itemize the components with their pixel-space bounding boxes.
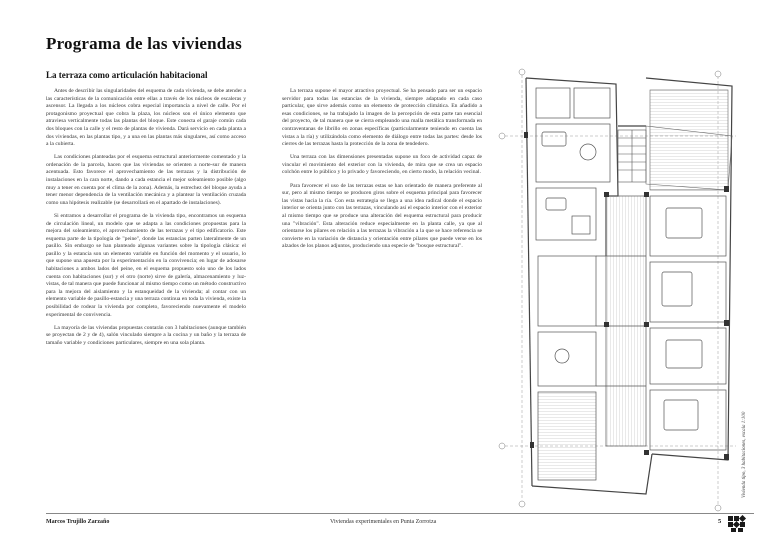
footer-author: Marcos Trujillo Zarzaño (46, 519, 110, 525)
footer-title: Viviendas experimentales en Punta Zorrotza (330, 519, 437, 525)
text-column-right (282, 88, 482, 256)
paragraph: Si entramos a desarrollar el programa de la vivienda tipo, encontramos un esquema de circulación lineal, un modelo que se adapta a las condiciones propuestas para la mejora del soleamiento, el aprovechamiento de las terrazas y el tipo edificatorio. Este esquema parte de la tipología de "peine", donde las estancias parten lateralmente de un pasillo. Sin embargo se han planteado algunas variantes sobre la tipología clásica: el pasillo y la estancia son un elemento variable en función del momento y el usuario, lo que supone una apuesta por la experimentación en la convivencia; en lugar de adosarse habitaciones a ambos lados del peine, en el esquema propuesto solo uno de los lados cuenta con habitaciones (sur) y el otro (norte) sirve de galería, almacenamiento y luz-vistas, de tal manera que puede funcionar al mismo tiempo como un método constructivo para la mejora del aislamiento y la estanqueidad de la vivienda; al contar con un elemento variable de pasillo-estancia y una terraza continua en toda la vivienda, existe la posibilidad de rodear la vivienda por completo, favoreciendo nuevamente el modelo experimental de convivencia. (46, 212, 246, 318)
paragraph: Una terraza con las dimensiones presentadas supone un foco de actividad capaz de vincular el movimiento del exterior con la vivienda, de mira que se crea un espacio colchón entre lo público y lo privado y favoreciendo, en cierto modo, la relación vecinal. (282, 154, 482, 176)
paragraph: La terraza supone el mayor atractivo proyectual. Se ha pensado para ser un espacio servidor para todas las estancias de la vivienda, siempre adaptado en cada caso particular, que sirve además como un elemento de protección climática. En añadido a esas condiciones, se ha trabajado la imagen de la percepción de esta parte tan esencial del proyecto, de tal manera que se cierra empleando una malla metálica transformada en contraventanas de librillo en zonas específicas (particularmente teniendo en cuenta las vistas a la ría) y utilizándola como elemento de diálogo entre todas las partes: desde los cierres de las terrazas hasta la protección de la zona de tendedero. (282, 88, 482, 148)
page-title: Programa de las viviendas (46, 34, 242, 53)
page-number: 5 (718, 518, 722, 525)
paragraph: Las condiciones planteadas por el esquema estructural anteriormente comentado y la ordenación de la parcela, hacen que las viviendas se orienten a norte-sur de manera acentuada. Esto favorece el aprovechamiento de las terrazas y la distribución de instalaciones en la cara norte, dando a cada estancia el mejor soleamiento posible (algo muy a tener en cuenta por el clima de la zona). Además, la estrechez del bloque ayuda a tener menor dependencia de la ventilación mecánica y a plantear la ventilación cruzada como una hipótesis realizable (se desarrollará en el apartado de instalaciones). (46, 154, 246, 206)
footer-divider (46, 513, 754, 514)
university-logo-icon (727, 515, 747, 533)
figure-caption (742, 268, 752, 498)
floor-plan-figure (496, 66, 742, 512)
figure-caption-text: Vivienda tipo, 3 habitaciones, escala 1:100 (742, 411, 747, 498)
university-logo-icon (727, 515, 747, 533)
paragraph: La mayoría de las viviendas propuestas contarán con 3 habitaciones (aunque también se proyectan de 2 y de 4), salón vinculado siempre a la cocina y un baño y la terraza de tamaño variable y condiciones particulares, siempre en una sola planta. (46, 324, 246, 346)
text-column-left (46, 88, 246, 353)
floor-plan-drawing (496, 66, 742, 512)
paragraph: Para favorecer el uso de las terrazas estas se han orientado de manera preferente al sur, pero al mismo tiempo se producen giros sobre el esquema principal para favorecer las vistas hacia la ría. Con esta estrategia se llega a una idea radical donde el espacio interior se orienta junto con las terrazas, vinculando así el espacio interior con el exterior al mismo tiempo que se produce una alteración del esquema estructural para producir una "vibración". Esta alteración reduce especialmente en la planta calle, ya que al orientarse los pilares en relación a las terrazas la vibración a la que se hace referencia se convierte en la variación de distancia y orientación entre pilares que puede verse en los alzados de los planos adjuntos, produciendo una especie de "bosque estructural". (282, 182, 482, 250)
paragraph: Antes de describir las singularidades del esquema de cada vivienda, se debe atender a las características de la comunicación entre ellas a través de los núcleos de escaleras y ascensor. La llegada a los núcleos cobra especial importancia a nivel de calle. Por el protagonismo proyectual que cobra la plaza, los núcleos son el único elemento que atraviesa verticalmente todas las plantas del bloque. Este conecta el garaje común cada dos bloques con la calle y el resto de plantas de vivienda. Dará servicio en cada planta a dos viviendas, en las plantas tipo, y a una en las plantas más singulares, así como acceso a la cubierta. (46, 88, 246, 148)
section-subtitle: La terraza como articulación habitacional (46, 70, 208, 80)
